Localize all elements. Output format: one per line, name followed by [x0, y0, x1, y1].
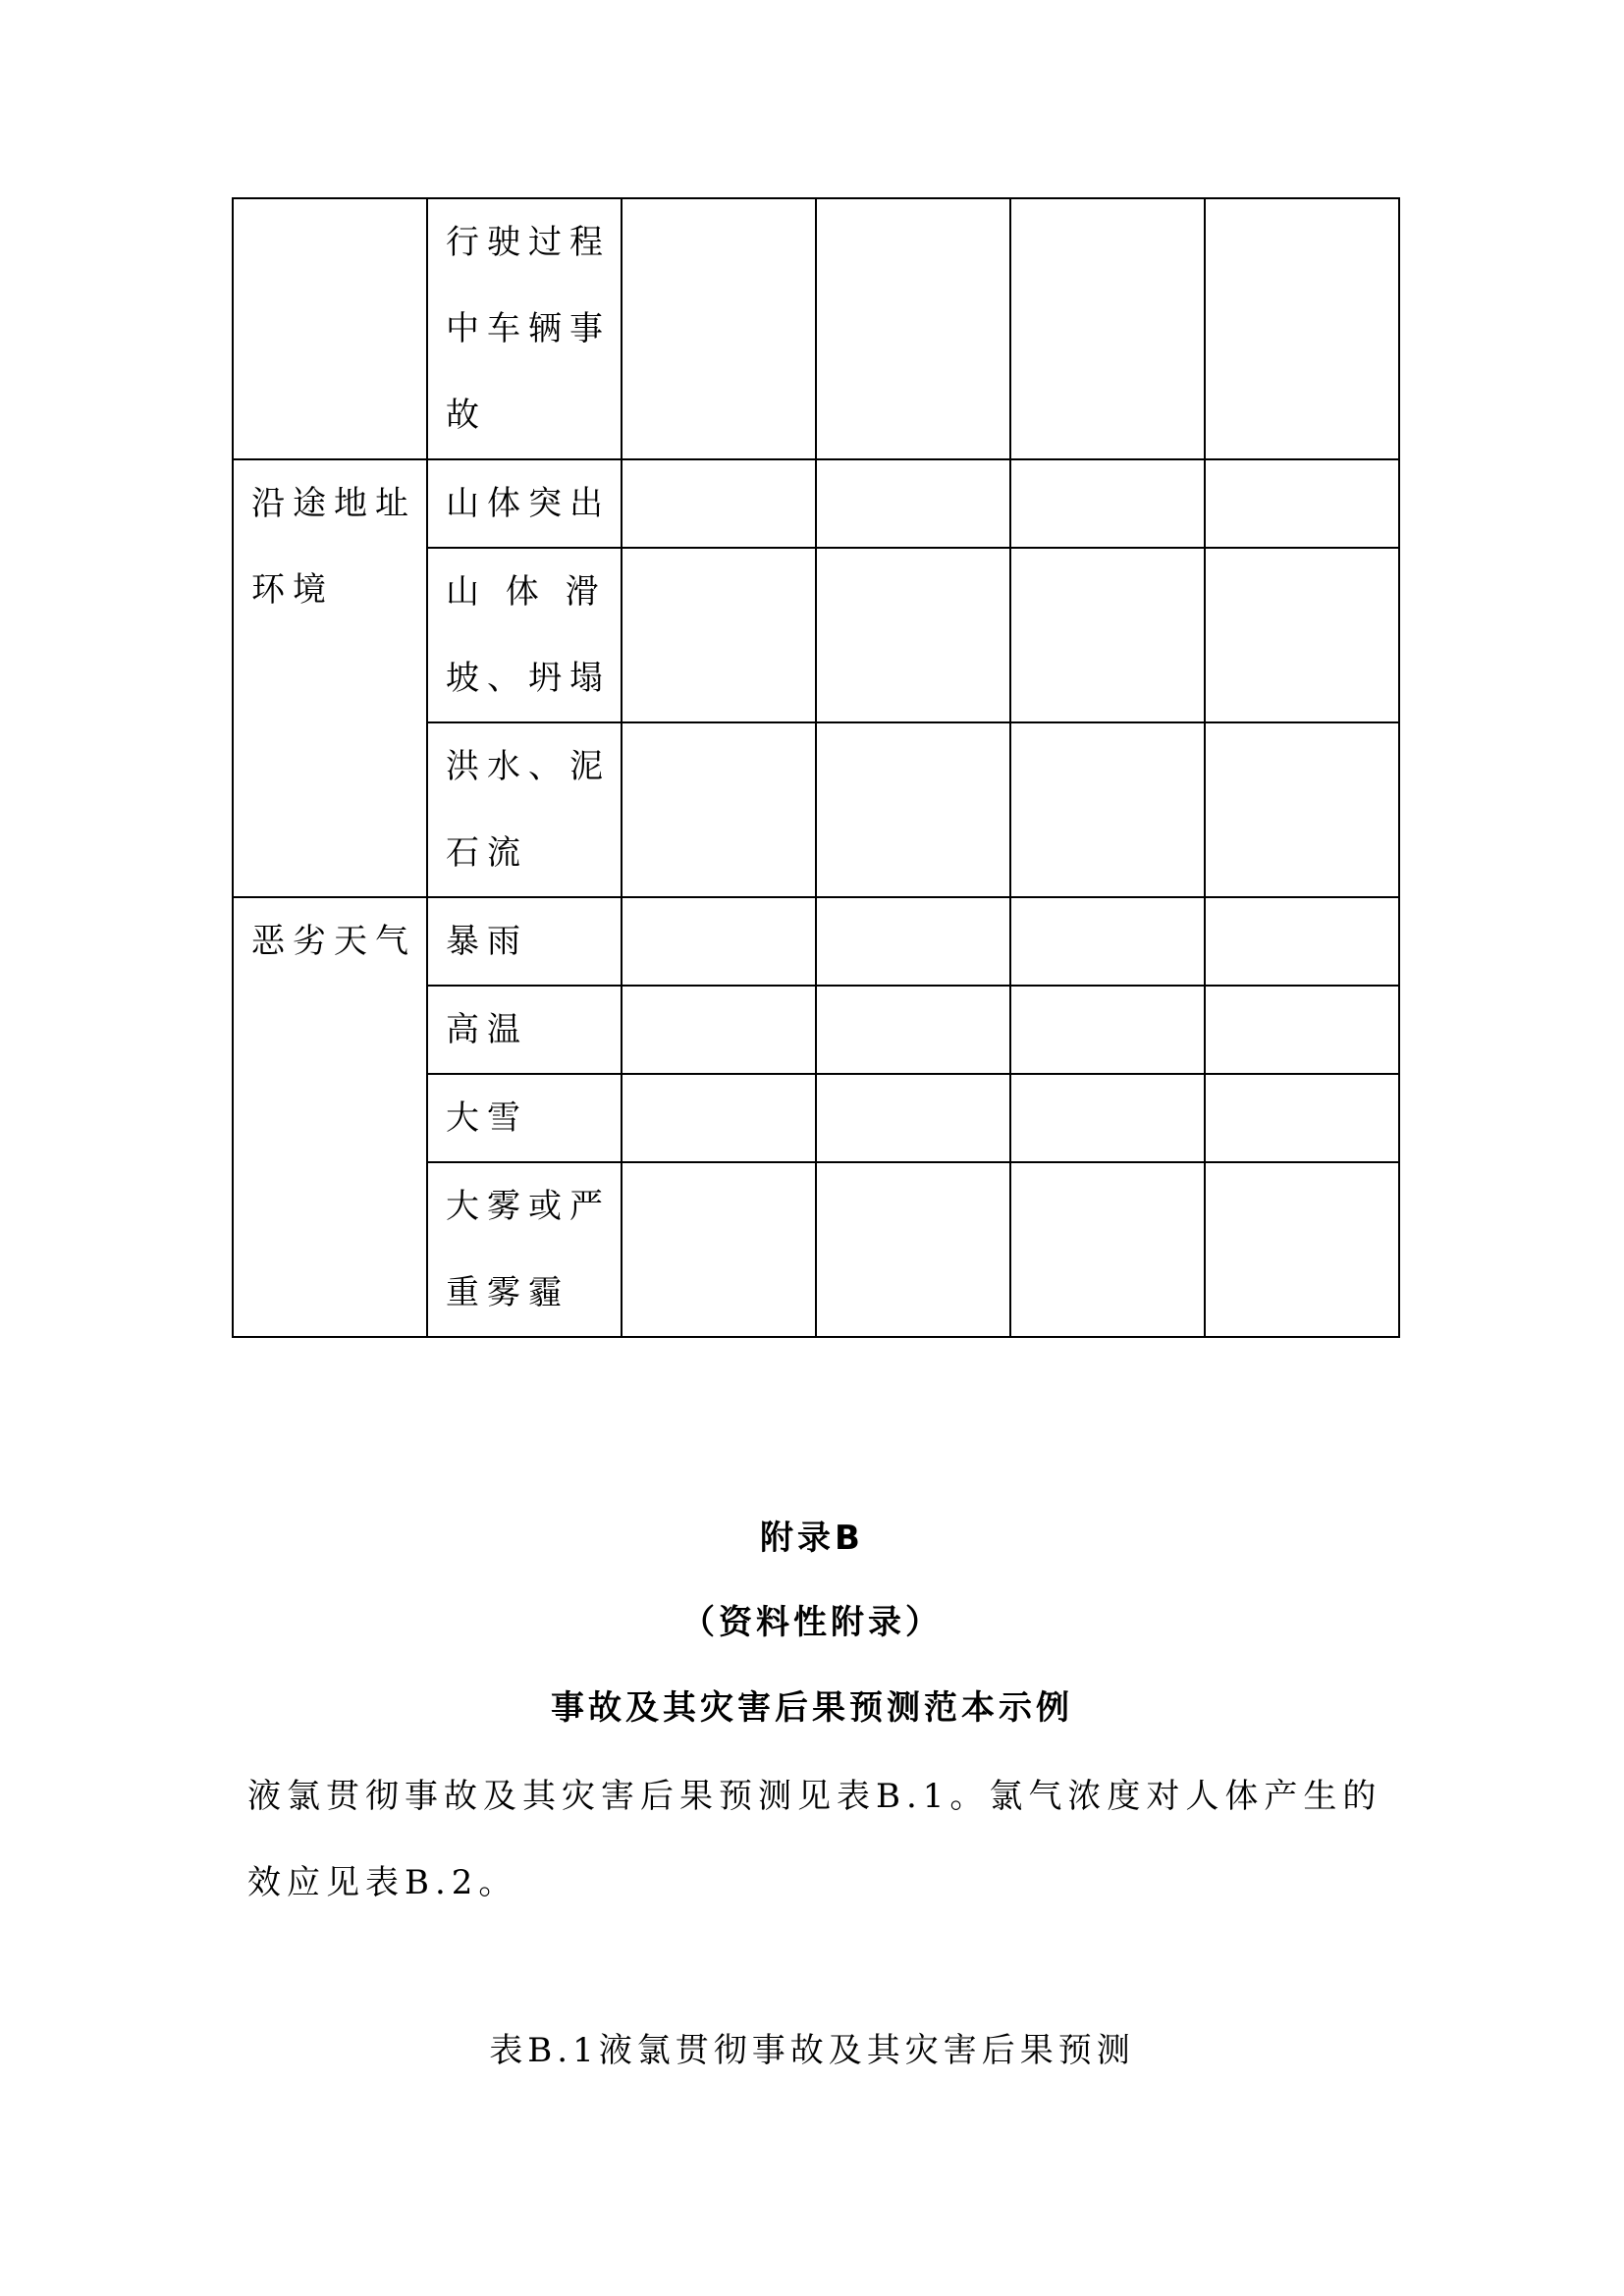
empty-cell	[622, 1162, 816, 1337]
empty-cell	[816, 1162, 1010, 1337]
empty-cell	[1205, 897, 1399, 986]
item-cell: 山 体 滑坡、坍塌	[427, 548, 622, 722]
item-cell: 洪水、泥石流	[427, 722, 622, 897]
empty-cell	[1010, 722, 1205, 897]
empty-cell	[1205, 1162, 1399, 1337]
empty-cell	[816, 459, 1010, 548]
empty-cell	[622, 548, 816, 722]
empty-cell	[1010, 548, 1205, 722]
empty-cell	[1205, 198, 1399, 459]
empty-cell	[816, 897, 1010, 986]
empty-cell	[622, 198, 816, 459]
empty-cell	[1010, 459, 1205, 548]
item-cell: 大雾或严重雾霾	[427, 1162, 622, 1337]
empty-cell	[1205, 986, 1399, 1074]
table-row	[233, 897, 1399, 986]
empty-cell	[622, 1074, 816, 1162]
empty-cell	[622, 459, 816, 548]
empty-cell	[816, 722, 1010, 897]
item-cell: 山体突出	[427, 459, 622, 548]
category-cell	[233, 198, 427, 459]
hazard-table	[232, 197, 1400, 1338]
empty-cell	[622, 986, 816, 1074]
item-cell: 行驶过程中车辆事故	[427, 198, 622, 459]
appendix-heading: 附录B	[760, 1519, 864, 1558]
empty-cell	[1010, 198, 1205, 459]
empty-cell	[1010, 1074, 1205, 1162]
table-row	[233, 198, 1399, 459]
empty-cell	[1010, 1162, 1205, 1337]
appendix-title: 事故及其灾害后果预测范本示例	[551, 1688, 1073, 1728]
empty-cell	[1205, 722, 1399, 897]
empty-cell	[816, 986, 1010, 1074]
empty-cell	[1205, 459, 1399, 548]
empty-cell	[816, 198, 1010, 459]
body-paragraph: 液氯贯彻事故及其灾害后果预测见表B.1。氯气浓度对人体产生的效应见表B.2。	[247, 1777, 1382, 1902]
category-cell: 恶劣天气	[233, 897, 427, 1337]
table-row	[233, 459, 1399, 548]
appendix-note: （资料性附录）	[681, 1603, 943, 1642]
empty-cell	[816, 1074, 1010, 1162]
item-cell: 暴雨	[427, 897, 622, 986]
empty-cell	[1205, 1074, 1399, 1162]
empty-cell	[1010, 986, 1205, 1074]
item-cell: 高温	[427, 986, 622, 1074]
table-caption: 表B.1液氯贯彻事故及其灾害后果预测	[489, 2031, 1135, 2070]
empty-cell	[622, 897, 816, 986]
category-cell: 沿途地址环境	[233, 459, 427, 897]
empty-cell	[1205, 548, 1399, 722]
empty-cell	[816, 548, 1010, 722]
item-cell: 大雪	[427, 1074, 622, 1162]
empty-cell	[1010, 897, 1205, 986]
empty-cell	[622, 722, 816, 897]
